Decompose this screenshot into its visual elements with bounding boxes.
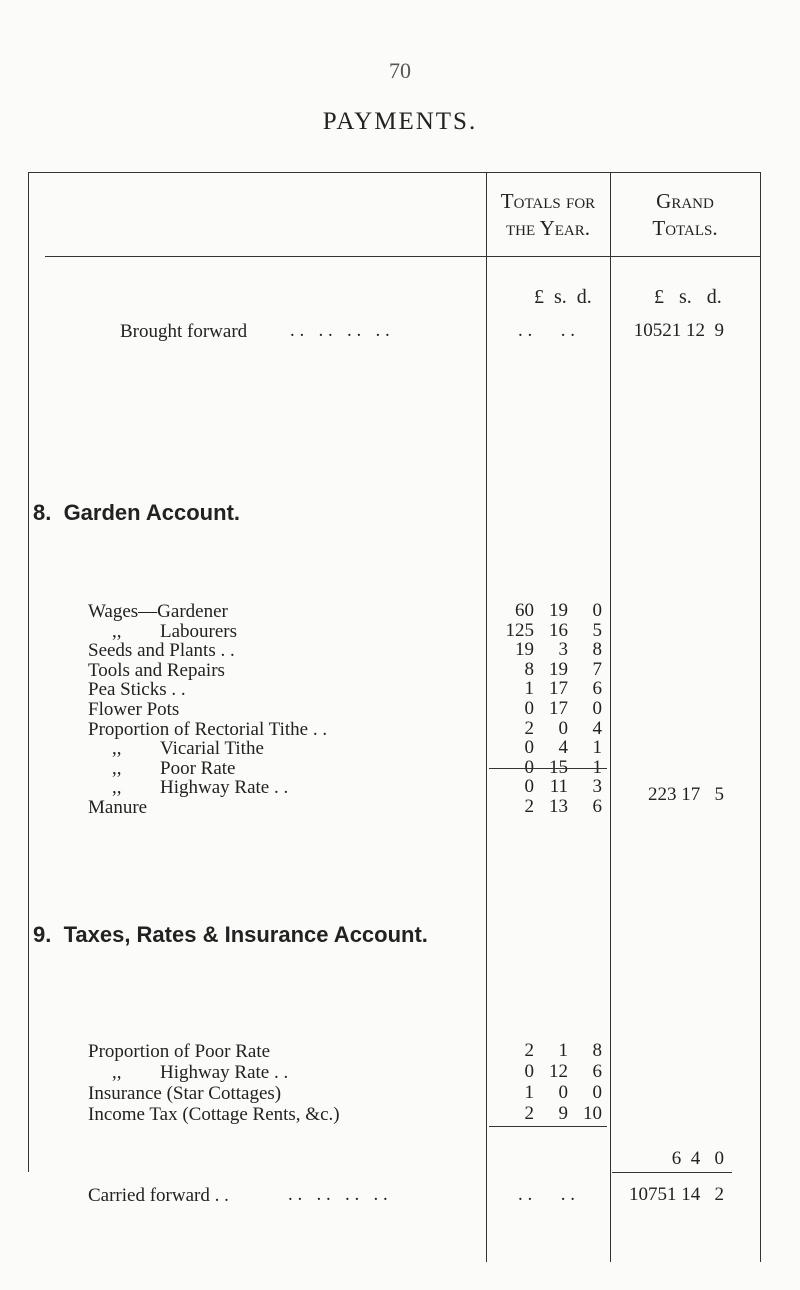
page-title: PAYMENTS. — [322, 108, 478, 135]
pounds-value: 125 — [505, 619, 534, 641]
pence-value: 0 — [592, 698, 602, 719]
pence-value: 6 — [592, 1061, 602, 1082]
garden-subtotal-rule — [489, 768, 607, 769]
pence-value: 6 — [592, 796, 602, 817]
year-units: £ s. d. — [534, 286, 592, 308]
pounds-value: 0 — [524, 698, 534, 719]
item-label: Pea Sticks . . — [88, 679, 186, 701]
pence-value: 10 — [583, 1103, 602, 1124]
item-label: Income Tax (Cottage Rents, &c.) — [88, 1104, 340, 1125]
carried-forward-label: Carried forward . . — [88, 1185, 229, 1206]
list-item — [88, 1040, 270, 1063]
pence-value: 1 — [592, 737, 602, 759]
pounds-value: 19 — [515, 639, 534, 661]
grand-column-rule — [610, 172, 611, 1262]
taxes-total: 6 4 0 — [671, 1148, 724, 1169]
item-label: Poor Rate — [160, 757, 236, 779]
item-label: Seeds and Plants . . — [88, 640, 235, 662]
table-right-rule — [760, 172, 761, 1262]
taxes-account-heading: 9. Taxes, Rates & Insurance Account. — [33, 922, 428, 947]
pence-value: 8 — [592, 1040, 602, 1061]
grand-totals-header: Grand Totals. — [652, 189, 718, 240]
shillings-value: 1 — [558, 1040, 568, 1061]
pence-value: 0 — [592, 1082, 602, 1103]
pounds-value: 2 — [524, 717, 534, 739]
pounds-value: 60 — [515, 600, 534, 621]
list-item — [88, 1061, 288, 1084]
shillings-value: 13 — [549, 796, 568, 817]
shillings-value: 17 — [549, 698, 568, 719]
shillings-value: 9 — [558, 1103, 568, 1124]
pounds-value: 1 — [524, 678, 534, 700]
item-label: Manure — [88, 797, 148, 818]
pence-value: 0 — [592, 600, 602, 621]
brought-forward-year: . . . . — [518, 320, 575, 341]
pounds-value: 0 — [524, 737, 534, 759]
item-label: Wages—Gardener — [88, 601, 228, 622]
pence-value: 5 — [592, 619, 602, 641]
shillings-value: 16 — [549, 619, 568, 641]
taxes-subtotal-rule — [489, 1126, 607, 1127]
shillings-value: 0 — [558, 1082, 568, 1103]
ditto-mark: ,, — [112, 777, 122, 799]
shillings-value: 0 — [558, 717, 568, 739]
pence-value: 4 — [592, 717, 602, 739]
garden-total: 223 17 5 — [648, 784, 724, 805]
pounds-value: 2 — [524, 1040, 534, 1061]
brought-forward-label: Brought forward — [120, 321, 248, 342]
brought-forward-dots: . . . . . . . . — [290, 320, 390, 341]
shillings-value: 3 — [558, 639, 568, 661]
list-item — [88, 1082, 281, 1105]
list-item — [88, 796, 147, 819]
item-label: Highway Rate . . — [160, 1062, 289, 1083]
ditto-mark: ,, — [112, 620, 122, 642]
pounds-value: 8 — [524, 658, 534, 680]
item-label: Proportion of Rectorial Tithe . . — [88, 718, 328, 740]
shillings-value: 19 — [549, 658, 568, 680]
pounds-value: 0 — [524, 1061, 534, 1082]
brought-forward-grand: 10521 12 9 — [633, 320, 724, 341]
item-label: Highway Rate . . — [160, 777, 289, 799]
year-totals-header: Totals for the Year. — [500, 189, 596, 240]
grand-total-rule — [612, 1172, 732, 1173]
item-label: Flower Pots — [88, 699, 180, 720]
shillings-value: 11 — [549, 776, 568, 798]
pounds-value: 2 — [524, 796, 534, 817]
pence-value: 6 — [592, 678, 602, 700]
item-label: Vicarial Tithe — [160, 738, 264, 760]
pounds-value: 1 — [524, 1082, 534, 1103]
shillings-value: 15 — [549, 756, 568, 778]
header-bottom-rule — [45, 256, 760, 257]
shillings-value: 19 — [549, 600, 568, 621]
table-left-rule — [28, 172, 29, 1172]
carried-forward-year: . . . . — [518, 1184, 575, 1205]
item-label: Proportion of Poor Rate — [88, 1041, 271, 1062]
item-label: Tools and Repairs — [88, 659, 225, 681]
ditto-mark: ,, — [112, 1062, 122, 1083]
ditto-mark: ,, — [112, 757, 122, 779]
grand-units: £ s. d. — [654, 286, 722, 308]
pounds-value: 2 — [524, 1103, 534, 1124]
pence-value: 3 — [592, 776, 602, 798]
pence-value: 1 — [592, 756, 602, 778]
garden-account-heading: 8. Garden Account. — [33, 500, 241, 525]
carried-forward-dots: . . . . . . . . — [288, 1184, 388, 1205]
list-item — [88, 1103, 340, 1126]
pence-value: 7 — [592, 658, 602, 680]
ditto-mark: ,, — [112, 738, 122, 760]
page-number: 70 — [389, 58, 411, 83]
item-label: Labourers — [160, 620, 238, 642]
shillings-value: 12 — [549, 1061, 568, 1082]
year-column-rule — [486, 172, 487, 1262]
item-label: Insurance (Star Cottages) — [88, 1083, 282, 1104]
table-top-rule — [28, 172, 760, 173]
pence-value: 8 — [592, 639, 602, 661]
pounds-value: 0 — [524, 776, 534, 798]
pounds-value: 0 — [524, 756, 534, 778]
shillings-value: 4 — [558, 737, 568, 759]
shillings-value: 17 — [549, 678, 568, 700]
carried-forward-grand: 10751 14 2 — [629, 1184, 724, 1205]
